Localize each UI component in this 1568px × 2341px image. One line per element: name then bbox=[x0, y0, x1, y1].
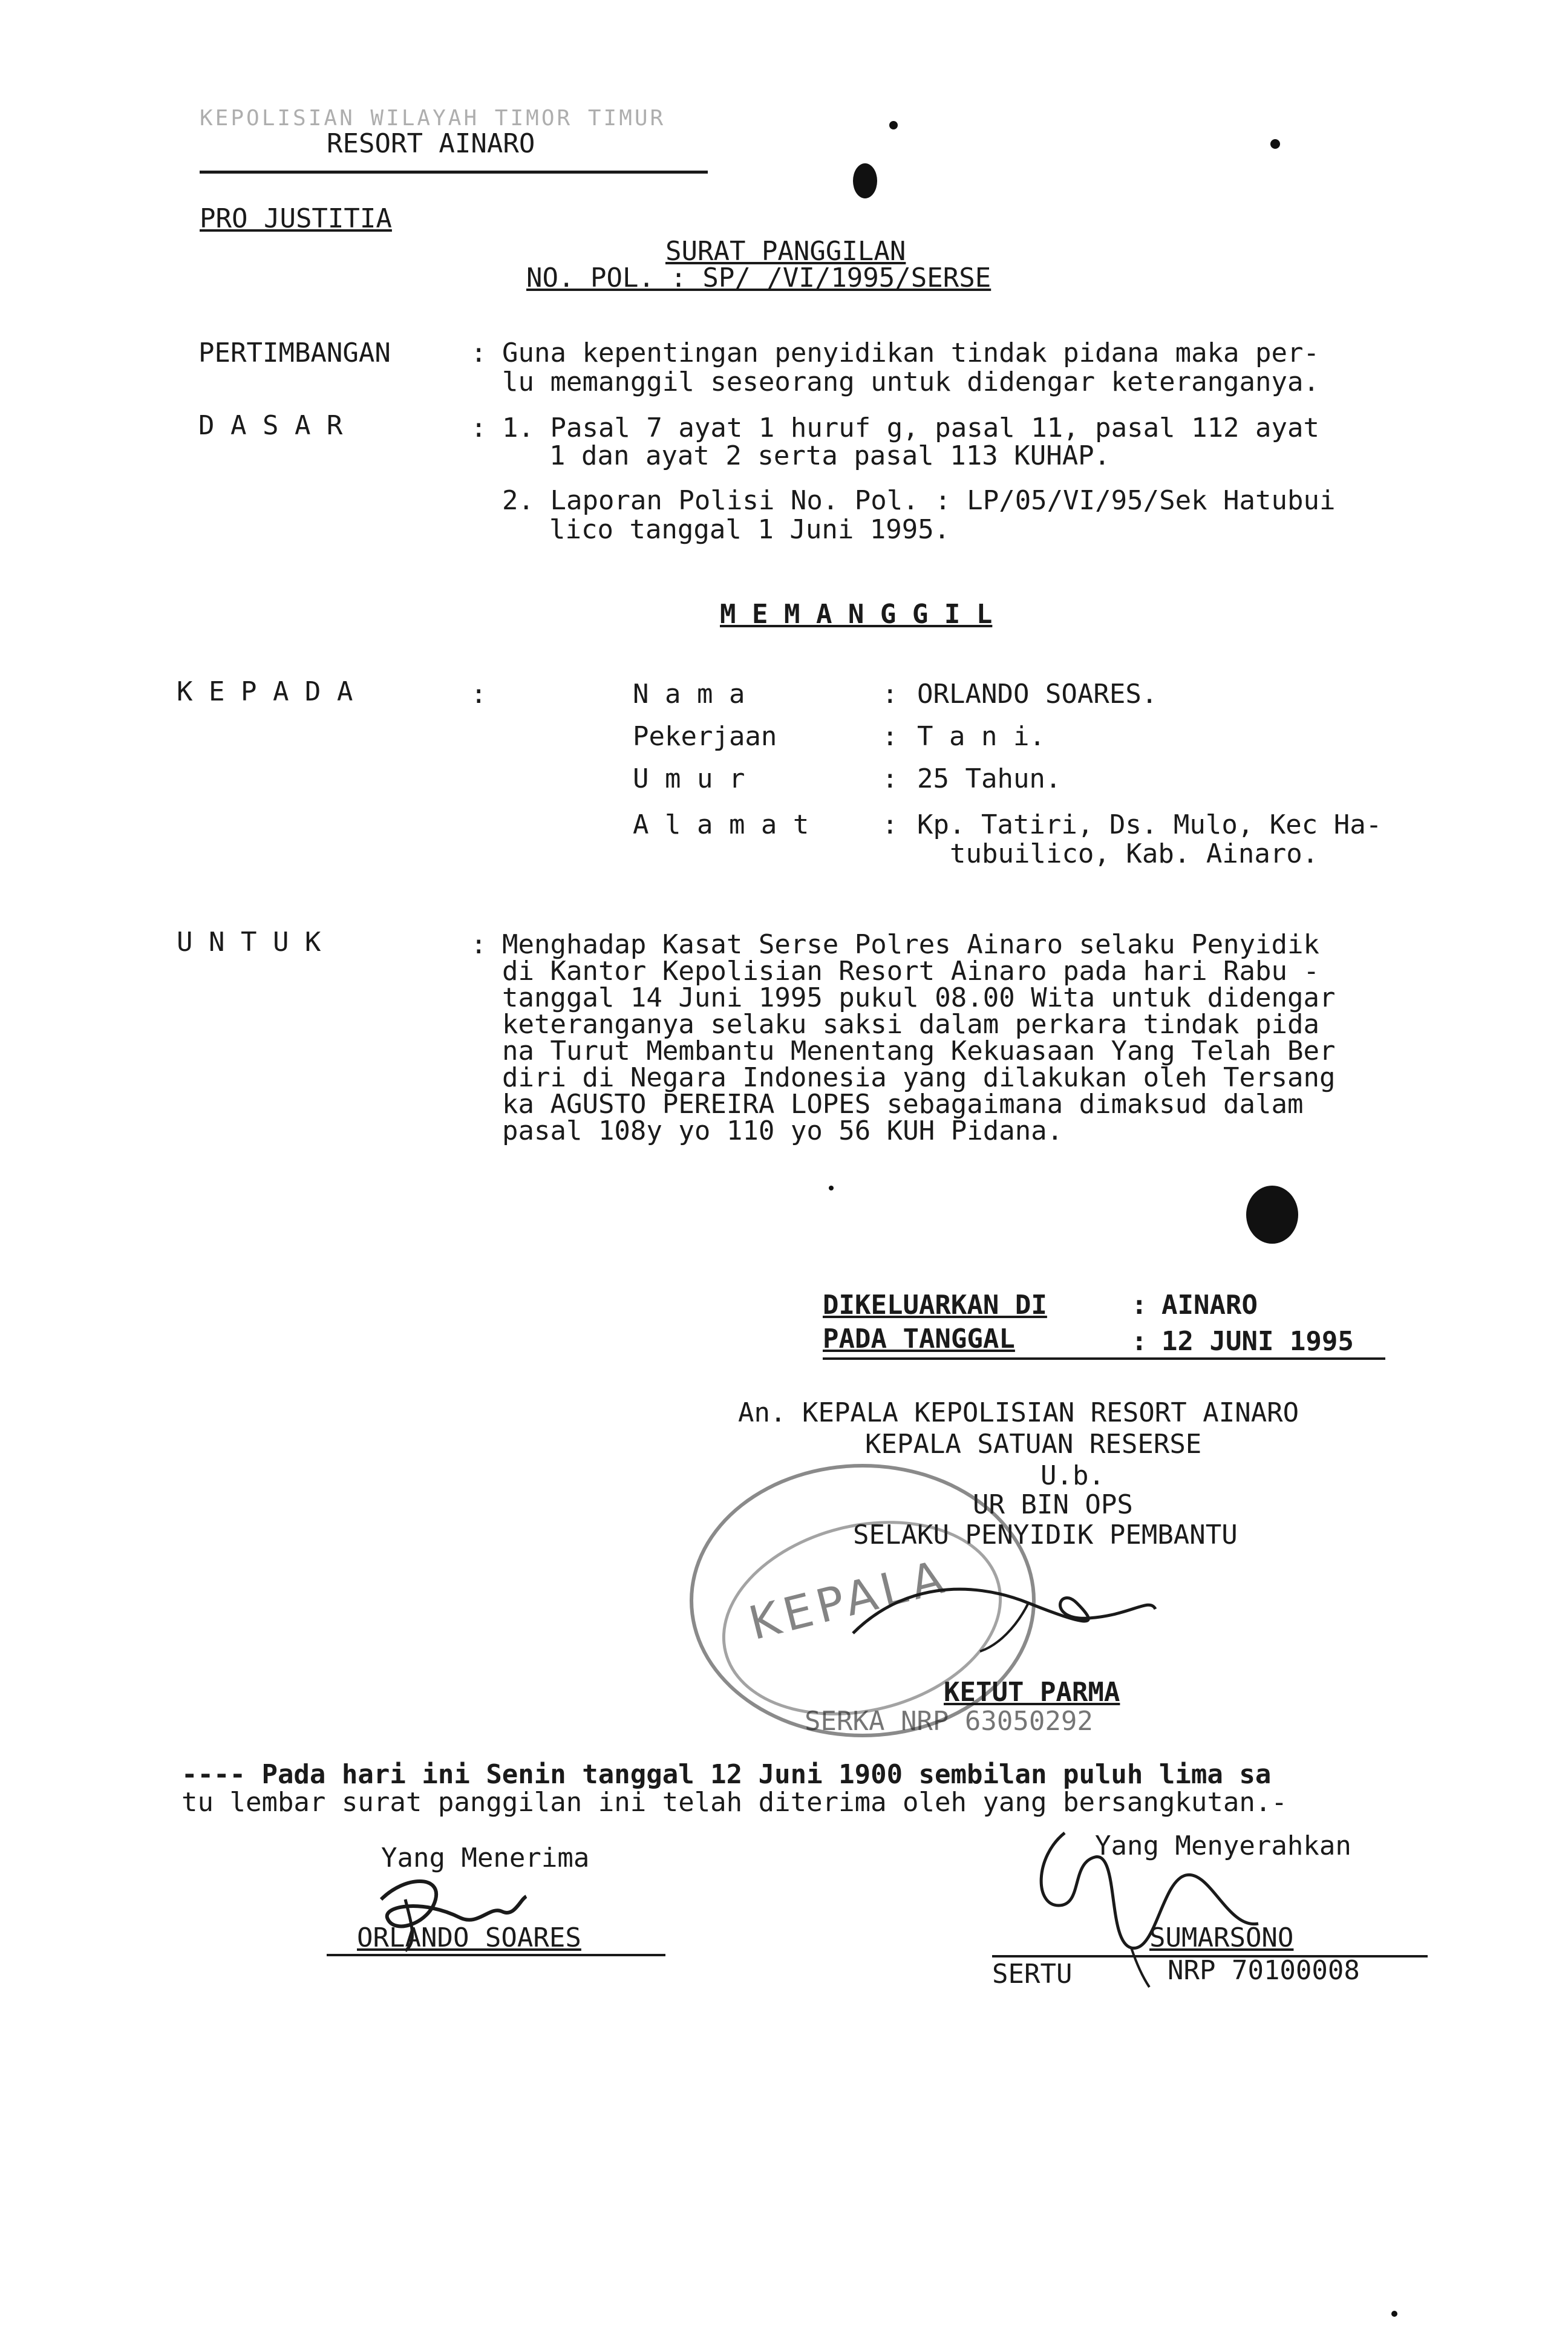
untuk-line: Menghadap Kasat Serse Polres Ainaro selaku Penyidik bbox=[502, 929, 1320, 960]
dasar-item-1-line-1: 1. Pasal 7 ayat 1 huruf g, pasal 11, pasal 112 ayat bbox=[502, 413, 1320, 443]
ink-blot bbox=[1270, 139, 1280, 149]
dasar-item-2-line-1: 2. Laporan Polisi No. Pol. : LP/05/VI/95/Sek Hatubui bbox=[502, 485, 1336, 516]
field-label-nama: N a m a bbox=[633, 679, 745, 710]
ink-blot bbox=[889, 121, 898, 129]
field-value-umur: 25 Tahun. bbox=[917, 763, 1062, 794]
letter-number: NO. POL. : SP/ /VI/1995/SERSE bbox=[526, 263, 991, 293]
signatory-name: KETUT PARMA bbox=[944, 1677, 1120, 1708]
ink-blot bbox=[1391, 2311, 1397, 2317]
receipt-line-2: tu lembar surat panggilan ini telah diterima oleh yang bersangkutan.- bbox=[181, 1787, 1287, 1818]
field-value-alamat-line-2: tubuilico, Kab. Ainaro. bbox=[950, 838, 1319, 869]
signatory-line-2: KEPALA SATUAN RESERSE bbox=[865, 1429, 1202, 1460]
pertimbangan-text-2: lu memanggil seseorang untuk didengar keteranganya. bbox=[502, 367, 1320, 397]
issued-divider bbox=[823, 1357, 1385, 1360]
untuk-label: U N T U K bbox=[177, 927, 321, 958]
kepada-label: K E P A D A bbox=[177, 676, 353, 707]
receipt-line-1: ---- Pada hari ini Senin tanggal 12 Juni 1900 sembilan puluh lima sa bbox=[181, 1759, 1272, 1790]
kepada-sep: : bbox=[471, 679, 487, 710]
untuk-line: pasal 108y yo 110 yo 56 KUH Pidana. bbox=[502, 1115, 1063, 1146]
untuk-line: keteranganya selaku saksi dalam perkara tindak pida bbox=[502, 1009, 1320, 1040]
field-sep-alamat: : bbox=[882, 809, 898, 840]
dasar-label: D A S A R bbox=[198, 410, 343, 441]
issued-place-sep: : bbox=[1131, 1290, 1148, 1321]
issued-date-value: 12 JUNI 1995 bbox=[1161, 1326, 1354, 1357]
signatory-line-3: U.b. bbox=[1040, 1460, 1105, 1491]
pertimbangan-sep: : bbox=[471, 338, 487, 368]
issued-date-label: PADA TANGGAL bbox=[823, 1324, 1015, 1354]
unit-name: RESORT AINARO bbox=[327, 128, 535, 159]
letter-title: SURAT PANGGILAN bbox=[665, 236, 906, 267]
dasar-item-2-line-2: lico tanggal 1 Juni 1995. bbox=[549, 514, 950, 545]
header-divider bbox=[200, 171, 708, 174]
signatory-line-4: UR BIN OPS bbox=[973, 1489, 1133, 1520]
signatory-rank-nrp: SERKA NRP 63050292 bbox=[805, 1706, 1093, 1737]
field-sep-pekerjaan: : bbox=[882, 721, 898, 752]
memanggil-heading: M E M A N G G I L bbox=[720, 599, 993, 630]
receiver-name: ORLANDO SOARES bbox=[357, 1922, 581, 1953]
agency-line: KEPOLISIAN WILAYAH TIMOR TIMUR bbox=[200, 106, 666, 131]
issued-place-label: DIKELUARKAN DI bbox=[823, 1290, 1047, 1321]
stamp-text: KEPALA bbox=[743, 1549, 953, 1651]
field-value-nama: ORLANDO SOARES. bbox=[917, 679, 1158, 710]
official-signature bbox=[847, 1561, 1161, 1664]
signatory-line-1: An. KEPALA KEPOLISIAN RESORT AINARO bbox=[738, 1397, 1299, 1428]
untuk-sep: : bbox=[471, 929, 487, 960]
issued-place-value: AINARO bbox=[1161, 1290, 1258, 1321]
field-label-pekerjaan: Pekerjaan bbox=[633, 721, 777, 752]
dasar-sep: : bbox=[471, 413, 487, 443]
ink-blot bbox=[853, 163, 877, 198]
untuk-line: tanggal 14 Juni 1995 pukul 08.00 Wita untuk didengar bbox=[502, 982, 1336, 1013]
untuk-line: di Kantor Kepolisian Resort Ainaro pada hari Rabu - bbox=[502, 956, 1320, 987]
signatory-line-5: SELAKU PENYIDIK PEMBANTU bbox=[853, 1520, 1238, 1550]
deliverer-name: SUMARSONO bbox=[1149, 1922, 1294, 1953]
untuk-line: diri di Negara Indonesia yang dilakukan oleh Tersang bbox=[502, 1062, 1336, 1093]
pertimbangan-text-1: Guna kepentingan penyidikan tindak pidana maka per- bbox=[502, 338, 1320, 368]
field-sep-umur: : bbox=[882, 763, 898, 794]
ink-blot bbox=[829, 1186, 834, 1190]
deliverer-rank: SERTU bbox=[992, 1959, 1073, 1990]
field-label-alamat: A l a m a t bbox=[633, 809, 809, 840]
deliverer-nrp: NRP 70100008 bbox=[1168, 1955, 1360, 1986]
classification: PRO JUSTITIA bbox=[200, 203, 392, 234]
pertimbangan-label: PERTIMBANGAN bbox=[198, 338, 391, 368]
receiver-divider bbox=[327, 1954, 665, 1956]
field-value-alamat: Kp. Tatiri, Ds. Mulo, Kec Ha- bbox=[917, 809, 1382, 840]
deliverer-label: Yang Menyerahkan bbox=[1095, 1830, 1351, 1861]
dasar-item-1-line-2: 1 dan ayat 2 serta pasal 113 KUHAP. bbox=[549, 440, 1111, 471]
field-label-umur: U m u r bbox=[633, 763, 745, 794]
field-sep-nama: : bbox=[882, 679, 898, 710]
untuk-line: na Turut Membantu Menentang Kekuasaan Yang Telah Ber bbox=[502, 1036, 1336, 1066]
untuk-line: ka AGUSTO PEREIRA LOPES sebagaimana dimaksud dalam bbox=[502, 1089, 1304, 1120]
receiver-label: Yang Menerima bbox=[381, 1843, 590, 1873]
issued-date-sep: : bbox=[1131, 1326, 1148, 1357]
ink-blot bbox=[1246, 1186, 1298, 1244]
field-value-pekerjaan: T a n i. bbox=[917, 721, 1045, 752]
